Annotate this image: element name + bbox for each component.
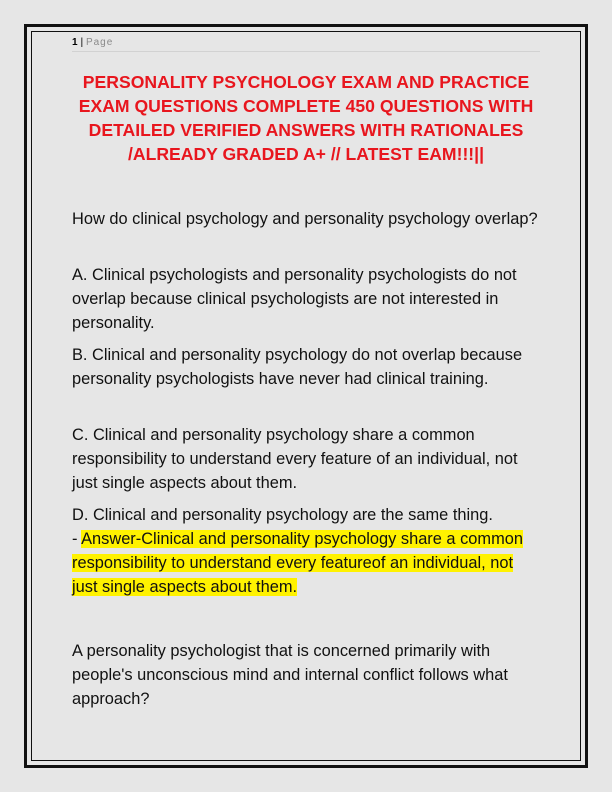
- question-1-option-c: C. Clinical and personality psychology share a common responsibility to understand every feature of an individual, not just single aspects about them.: [72, 426, 518, 492]
- document-title: PERSONALITY PSYCHOLOGY EXAM AND PRACTICE EXAM QUESTIONS COMPLETE 450 QUESTIONS WITH DETAILED VERIFIED ANSWERS WITH RATIONALES /ALREADY GRADED A+ // LATEST EAM!!!||: [78, 72, 534, 164]
- question-1-option-b: B. Clinical and personality psychology do not overlap because personality psychologists have never had clinical training.: [72, 346, 523, 388]
- page-header: [72, 36, 540, 52]
- question-1-answer: Answer-Clinical and personality psychology share a common responsibility to understand every featureof an individual, not just single aspects about them.: [72, 530, 523, 596]
- page-number: 1: [72, 37, 78, 48]
- page-number-separator: |: [80, 37, 84, 48]
- question-1-option-a: A. Clinical psychologists and personality psychologists do not overlap because clinical psychologists are not interested in personality.: [72, 266, 517, 332]
- answer-prefix: -: [72, 530, 82, 548]
- question-1-prompt: How do clinical psychology and personality psychology overlap?: [72, 210, 538, 228]
- question-1-option-d-block: [72, 503, 542, 599]
- question-2-prompt: A personality psychologist that is concerned primarily with people's unconscious mind and internal conflict follows what approach?: [72, 642, 508, 708]
- page-label: Page: [85, 37, 114, 48]
- question-1-option-d: D. Clinical and personality psychology are the same thing.: [72, 506, 493, 524]
